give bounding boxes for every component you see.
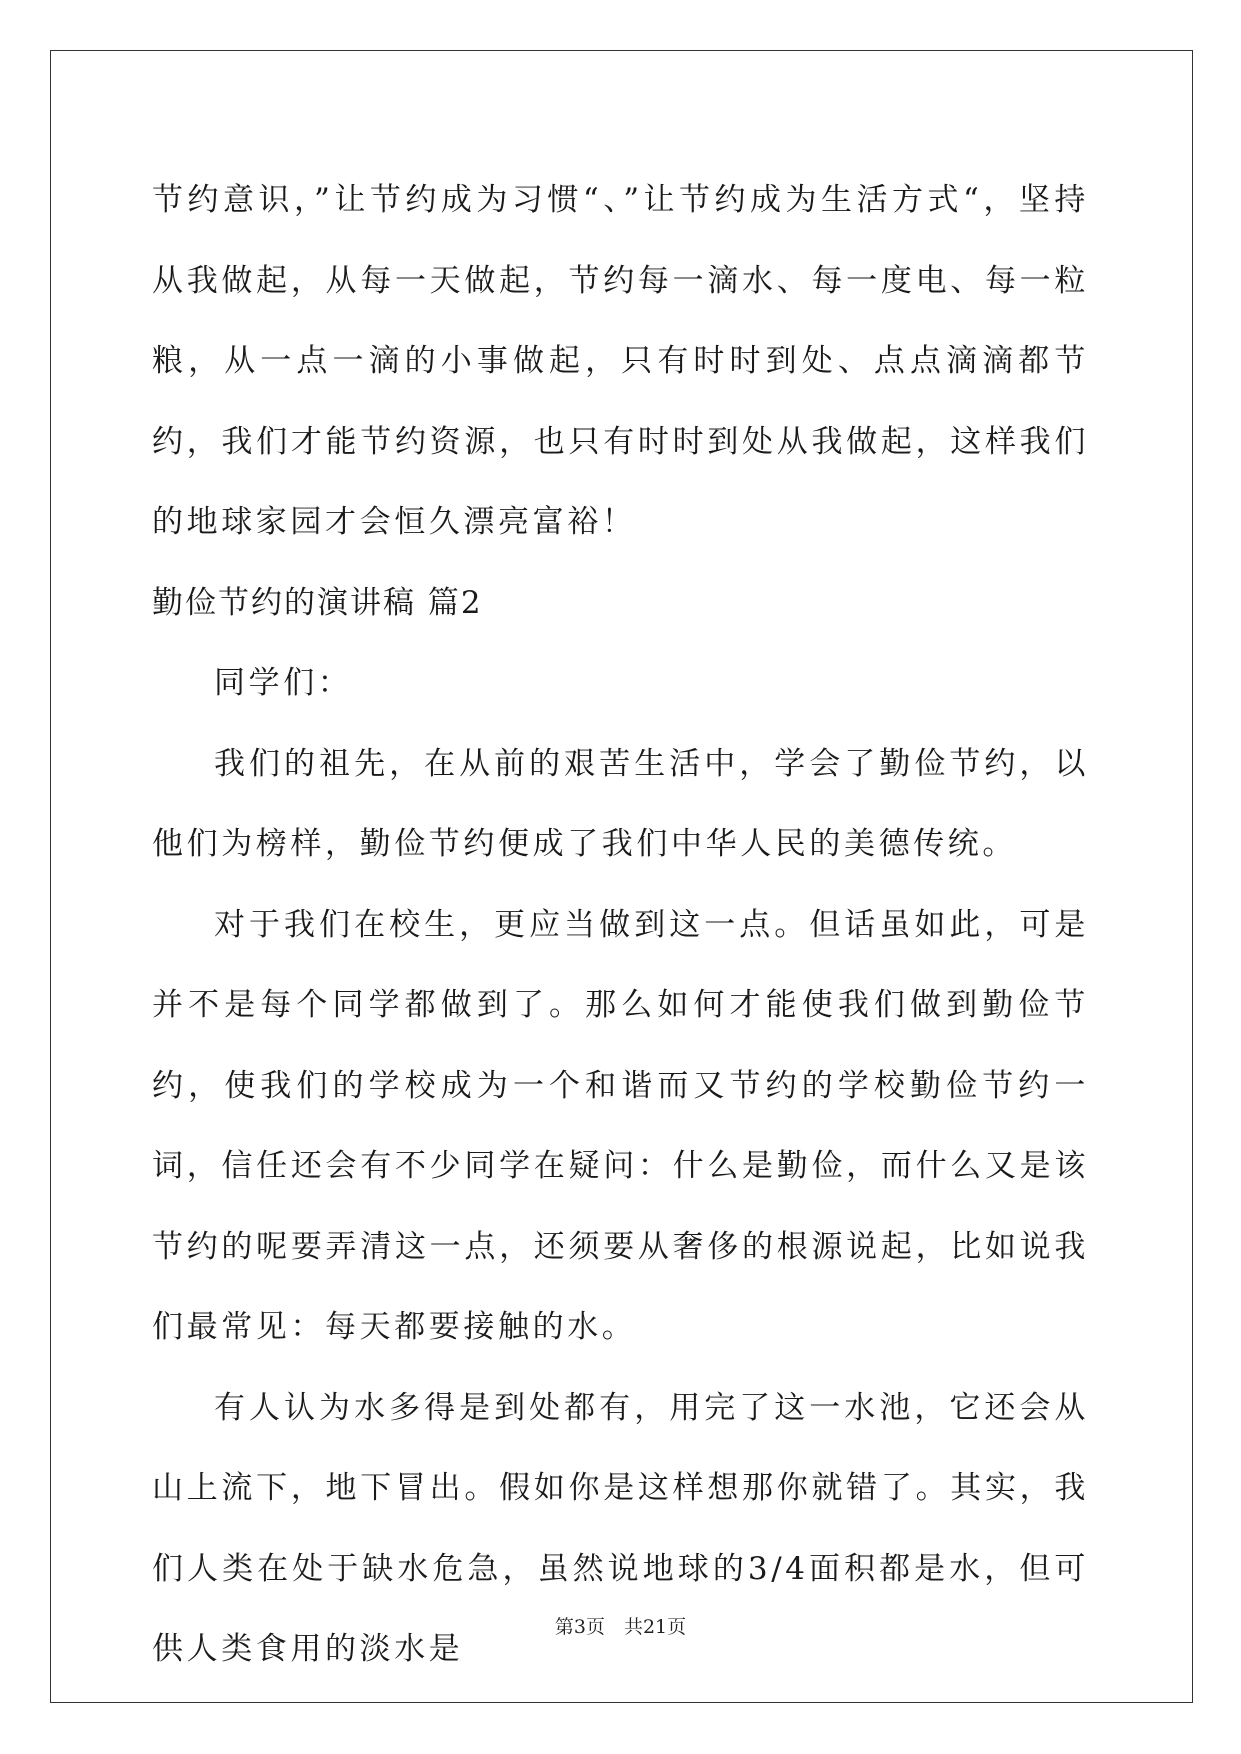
page-number-footer: 第3页 共21页 [554,1616,687,1638]
paragraph-salutation: 同学们： [214,665,353,701]
paragraph-continued: 节约意识，”让节约成为习惯“、”让节约成为生活方式“，坚持从我做起，从每一天做起，节约每一滴水、每一度电、每一粒粮，从一点一滴的小事做起，只有时时到处、点点滴滴都节约，我们才能节约资源，也只有时时到处从我做起，这样我们的地球家园才会恒久漂亮富裕！ [152,182,1089,540]
section-heading: 勤俭节约的演讲稿 篇2 [152,584,483,621]
document-body [152,160,1089,1690]
paragraph-ancestors: 我们的祖先，在从前的艰苦生活中，学会了勤俭节约，以他们为榜样，勤俭节约便成了我们中华人民的美德传统。 [152,745,1089,862]
paragraph-water: 有人认为水多得是到处都有，用完了这一水池，它还会从山上流下，地下冒出。假如你是这样想那你就错了。其实，我们人类在处于缺水危急，虽然说地球的3/4面积都是水，但可供人类食用的淡水是 [152,1389,1089,1667]
paragraph-students: 对于我们在校生，更应当做到这一点。但话虽如此，可是并不是每个同学都做到了。那么如何才能使我们做到勤俭节约，使我们的学校成为一个和谐而又节约的学校勤俭节约一词，信任还会有不少同学在疑问：什么是勤俭，而什么又是该节约的呢要弄清这一点，还须要从奢侈的根源说起，比如说我们最常见：每天都要接触的水。 [152,906,1089,1345]
